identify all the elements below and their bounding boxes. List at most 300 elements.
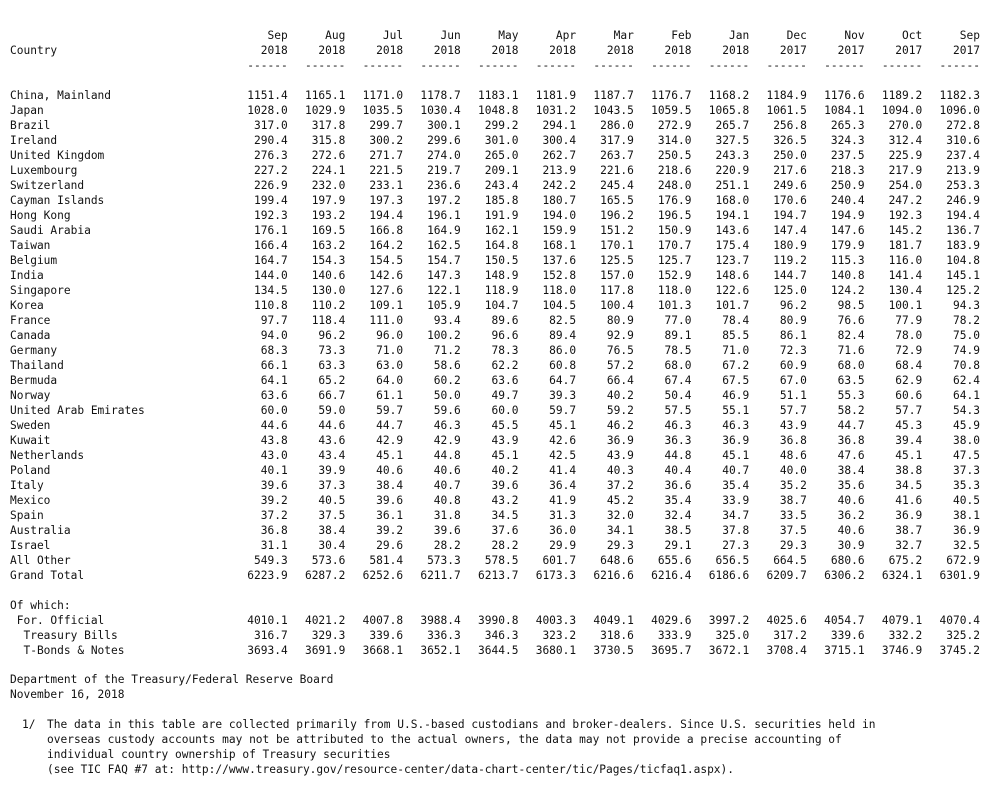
holding-value: 71.0 xyxy=(376,344,404,357)
holding-value: 37.5 xyxy=(779,524,807,537)
country-name: Norway xyxy=(10,389,51,402)
holding-value: 314.0 xyxy=(657,134,692,147)
holding-value: 3746.9 xyxy=(881,644,923,657)
holding-value: 253.3 xyxy=(946,179,980,192)
holding-value: 74.9 xyxy=(952,344,980,357)
holding-value: 250.0 xyxy=(773,149,807,162)
holding-value: 263.7 xyxy=(600,149,634,162)
header-year: 2018 xyxy=(549,44,577,57)
holding-value: 40.6 xyxy=(433,464,461,477)
holding-value: 242.2 xyxy=(542,179,577,192)
holding-value: 119.2 xyxy=(773,254,807,267)
holding-value: 1061.5 xyxy=(766,104,807,117)
holding-value: 286.0 xyxy=(600,119,634,132)
holding-value: 31.3 xyxy=(549,509,577,522)
table-row xyxy=(10,223,980,238)
holding-value: 67.2 xyxy=(722,359,750,372)
holding-value: 4029.6 xyxy=(651,614,692,627)
country-name: Kuwait xyxy=(10,434,51,447)
holding-value: 271.7 xyxy=(369,149,404,162)
holding-value: 144.0 xyxy=(254,269,288,282)
table-body xyxy=(10,73,980,658)
holding-value: 57.7 xyxy=(895,404,923,417)
holding-value: 64.7 xyxy=(549,374,577,387)
country-name: Belgium xyxy=(10,254,58,267)
holding-value: 45.2 xyxy=(606,494,634,507)
holding-value: 299.6 xyxy=(427,134,461,147)
country-name: Thailand xyxy=(10,359,64,372)
holding-value: 110.2 xyxy=(311,299,346,312)
holding-value: 82.5 xyxy=(549,314,577,327)
row-label: For. Official xyxy=(10,614,105,627)
holding-value: 57.7 xyxy=(779,404,807,417)
holding-value: 59.7 xyxy=(549,404,577,417)
holding-value: 154.7 xyxy=(427,254,461,267)
holding-value: 170.1 xyxy=(600,239,634,252)
country-name: Switzerland xyxy=(10,179,85,192)
holding-value: 3990.8 xyxy=(478,614,519,627)
holding-value: 38.4 xyxy=(837,464,865,477)
holding-value: 75.0 xyxy=(952,329,980,342)
holding-value: 151.2 xyxy=(600,224,634,237)
holding-value: 1189.2 xyxy=(881,89,923,102)
table-row xyxy=(10,358,980,373)
holding-value: 196.1 xyxy=(427,209,461,222)
holding-value: 35.2 xyxy=(779,479,807,492)
source-footer xyxy=(10,672,985,702)
holding-value: 194.0 xyxy=(542,209,577,222)
holding-value: 1030.4 xyxy=(420,104,461,117)
table-row xyxy=(10,433,980,448)
holding-value: 176.1 xyxy=(254,224,288,237)
table-row xyxy=(10,103,980,118)
holding-value: 4010.1 xyxy=(247,614,288,627)
holding-value: 37.6 xyxy=(491,524,519,537)
holding-value: 36.9 xyxy=(952,524,980,537)
holding-value: 672.9 xyxy=(946,554,980,567)
holding-value: 680.6 xyxy=(830,554,865,567)
row-label: Treasury Bills xyxy=(10,629,118,642)
holding-value: 4025.6 xyxy=(766,614,807,627)
holding-value: 209.1 xyxy=(484,164,519,177)
table-row xyxy=(10,88,980,103)
of-which-label: Of which: xyxy=(10,599,71,612)
holding-value: 44.8 xyxy=(664,449,692,462)
holding-value: 86.0 xyxy=(549,344,577,357)
holding-value: 675.2 xyxy=(888,554,923,567)
table-row xyxy=(10,388,980,403)
holding-value: 64.0 xyxy=(376,374,404,387)
country-name: Netherlands xyxy=(10,449,85,462)
holding-value: 245.4 xyxy=(600,179,634,192)
holding-value: 166.8 xyxy=(369,224,404,237)
holding-value: 1151.4 xyxy=(247,89,288,102)
holding-value: 137.6 xyxy=(542,254,577,267)
holding-value: 89.4 xyxy=(549,329,577,342)
release-date: November 16, 2018 xyxy=(10,688,125,701)
holding-value: 1065.8 xyxy=(708,104,750,117)
header-month: Nov xyxy=(844,29,865,42)
holding-value: 39.6 xyxy=(260,479,288,492)
holding-value: 3745.2 xyxy=(939,644,980,657)
footnote xyxy=(22,717,982,777)
header-year: 2017 xyxy=(779,44,807,57)
table-row xyxy=(10,373,980,388)
table-row xyxy=(10,643,980,658)
holding-value: 43.9 xyxy=(779,419,807,432)
holding-value: 27.3 xyxy=(722,539,750,552)
holding-value: 325.0 xyxy=(715,629,750,642)
holding-value: 36.4 xyxy=(549,479,577,492)
table-row xyxy=(10,403,980,418)
holding-value: 164.7 xyxy=(254,254,288,267)
header-year: 2018 xyxy=(491,44,519,57)
holding-value: 123.7 xyxy=(715,254,750,267)
holding-value: 6324.1 xyxy=(881,569,923,582)
holding-value: 148.6 xyxy=(715,269,750,282)
holding-value: 38.4 xyxy=(318,524,346,537)
holding-value: 43.9 xyxy=(606,449,634,462)
holding-value: 76.5 xyxy=(606,344,634,357)
holding-value: 265.7 xyxy=(715,119,750,132)
holding-value: 93.4 xyxy=(433,314,461,327)
holding-value: 145.1 xyxy=(946,269,980,282)
holding-value: 6306.2 xyxy=(824,569,865,582)
holding-value: 181.7 xyxy=(888,239,923,252)
holding-value: 4007.8 xyxy=(362,614,404,627)
table-row xyxy=(10,283,980,298)
holding-value: 104.8 xyxy=(946,254,980,267)
holding-value: 300.2 xyxy=(369,134,404,147)
country-name: Sweden xyxy=(10,419,51,432)
holding-value: 32.4 xyxy=(664,509,692,522)
holding-value: 1059.5 xyxy=(651,104,692,117)
table-row xyxy=(10,508,980,523)
holding-value: 1183.1 xyxy=(478,89,519,102)
holding-value: 77.0 xyxy=(664,314,692,327)
holding-value: 316.7 xyxy=(254,629,288,642)
table-row xyxy=(10,148,980,163)
header-month: Dec xyxy=(786,29,807,42)
holding-value: 40.0 xyxy=(779,464,807,477)
holding-value: 45.1 xyxy=(895,449,923,462)
holding-value: 196.5 xyxy=(657,209,692,222)
holding-value: 45.1 xyxy=(549,419,577,432)
holding-value: 59.7 xyxy=(376,404,404,417)
holding-value: 274.0 xyxy=(427,149,461,162)
holding-value: 250.5 xyxy=(657,149,692,162)
holding-value: 94.0 xyxy=(260,329,288,342)
country-name: Bermuda xyxy=(10,374,58,387)
holding-value: 37.5 xyxy=(318,509,346,522)
holding-value: 168.1 xyxy=(542,239,577,252)
footnote-line: overseas custody accounts may not be attributed to the actual owners, the data may not provide a precise accounting of xyxy=(47,733,842,746)
holding-value: 78.3 xyxy=(491,344,519,357)
holding-value: 29.6 xyxy=(376,539,404,552)
holding-value: 38.8 xyxy=(895,464,923,477)
holding-value: 66.1 xyxy=(260,359,288,372)
holding-value: 71.2 xyxy=(433,344,461,357)
holding-value: 217.9 xyxy=(888,164,923,177)
holding-value: 196.2 xyxy=(600,209,634,222)
country-name: Poland xyxy=(10,464,51,477)
table-row xyxy=(10,628,980,643)
holding-value: 50.4 xyxy=(664,389,692,402)
holding-value: 140.6 xyxy=(311,269,346,282)
holding-value: 36.1 xyxy=(376,509,404,522)
holding-value: 310.6 xyxy=(946,134,980,147)
header-rule: ------ xyxy=(420,59,461,72)
holding-value: 141.4 xyxy=(888,269,923,282)
holding-value: 573.3 xyxy=(427,554,461,567)
holding-value: 39.9 xyxy=(318,464,346,477)
holding-value: 3691.9 xyxy=(304,644,346,657)
country-name: Brazil xyxy=(10,119,51,132)
holding-value: 39.4 xyxy=(895,434,923,447)
holding-value: 47.6 xyxy=(837,449,865,462)
header-year: 2018 xyxy=(606,44,634,57)
holding-value: 43.6 xyxy=(318,434,346,447)
holding-value: 28.2 xyxy=(491,539,519,552)
holding-value: 117.8 xyxy=(600,284,634,297)
holding-value: 97.7 xyxy=(260,314,288,327)
holding-value: 86.1 xyxy=(779,329,807,342)
holding-value: 60.0 xyxy=(491,404,519,417)
holding-value: 34.5 xyxy=(491,509,519,522)
holding-value: 125.7 xyxy=(657,254,692,267)
footnote-line: individual country ownership of Treasury securities xyxy=(47,748,391,761)
holding-value: 33.9 xyxy=(722,494,750,507)
holding-value: 104.5 xyxy=(542,299,577,312)
holding-value: 170.6 xyxy=(773,194,807,207)
holding-value: 94.3 xyxy=(952,299,980,312)
header-month: Sep xyxy=(267,29,288,42)
holding-value: 3668.1 xyxy=(362,644,404,657)
country-name: Germany xyxy=(10,344,58,357)
table-row xyxy=(10,538,980,553)
holding-value: 3695.7 xyxy=(651,644,692,657)
holding-value: 32.0 xyxy=(606,509,634,522)
holding-value: 272.9 xyxy=(657,119,692,132)
holding-value: 150.5 xyxy=(484,254,519,267)
holding-value: 317.2 xyxy=(773,629,807,642)
holding-value: 147.6 xyxy=(830,224,865,237)
holding-value: 573.6 xyxy=(311,554,346,567)
holding-value: 40.8 xyxy=(433,494,461,507)
holding-value: 118.0 xyxy=(542,284,577,297)
holding-value: 265.3 xyxy=(830,119,865,132)
holding-value: 1043.5 xyxy=(593,104,634,117)
country-name: Mexico xyxy=(10,494,51,507)
holding-value: 45.5 xyxy=(491,419,519,432)
holding-value: 346.3 xyxy=(484,629,519,642)
holding-value: 197.9 xyxy=(311,194,346,207)
holding-value: 35.4 xyxy=(722,479,750,492)
holding-value: 40.3 xyxy=(606,464,634,477)
holding-value: 70.8 xyxy=(952,359,980,372)
table-row xyxy=(10,478,980,493)
holding-value: 34.1 xyxy=(606,524,634,537)
country-name: Korea xyxy=(10,299,44,312)
holding-value: 67.5 xyxy=(722,374,750,387)
holding-value: 299.7 xyxy=(369,119,404,132)
holding-value: 130.0 xyxy=(311,284,346,297)
header-month: Feb xyxy=(671,29,692,42)
holding-value: 125.0 xyxy=(773,284,807,297)
holding-value: 1168.2 xyxy=(708,89,750,102)
header-month: Jul xyxy=(382,29,404,42)
holding-value: 192.3 xyxy=(254,209,288,222)
holding-value: 193.2 xyxy=(311,209,346,222)
holding-value: 147.3 xyxy=(427,269,461,282)
holding-value: 68.3 xyxy=(260,344,288,357)
holding-value: 36.8 xyxy=(779,434,807,447)
holding-value: 323.2 xyxy=(542,629,577,642)
holding-value: 656.5 xyxy=(715,554,750,567)
holding-value: 36.3 xyxy=(664,434,692,447)
holding-value: 170.7 xyxy=(657,239,692,252)
table-row xyxy=(10,418,980,433)
holding-value: 62.9 xyxy=(895,374,923,387)
holding-value: 32.5 xyxy=(952,539,980,552)
header-month: May xyxy=(498,29,519,42)
country-name: Ireland xyxy=(10,134,58,147)
table-row xyxy=(10,118,980,133)
holding-value: 116.0 xyxy=(888,254,923,267)
holding-value: 46.2 xyxy=(606,419,634,432)
holding-value: 332.2 xyxy=(888,629,923,642)
header-month: Jun xyxy=(440,29,461,42)
header-rule: ------ xyxy=(535,59,577,72)
header-rule: ------ xyxy=(708,59,750,72)
holding-value: 41.6 xyxy=(895,494,923,507)
holding-value: 185.8 xyxy=(484,194,519,207)
header-rule: ------ xyxy=(362,59,404,72)
holding-value: 58.2 xyxy=(837,404,865,417)
header-year: 2018 xyxy=(260,44,288,57)
spacer-row xyxy=(10,583,980,598)
holding-value: 315.8 xyxy=(311,134,346,147)
holding-value: 276.3 xyxy=(254,149,288,162)
table-row xyxy=(10,553,980,568)
holding-value: 213.9 xyxy=(542,164,577,177)
holding-value: 78.2 xyxy=(952,314,980,327)
holding-value: 1184.9 xyxy=(766,89,807,102)
holding-value: 655.6 xyxy=(657,554,692,567)
table-row xyxy=(10,178,980,193)
holding-value: 227.2 xyxy=(254,164,288,177)
table-header xyxy=(10,28,980,73)
holding-value: 38.1 xyxy=(952,509,980,522)
holding-value: 236.6 xyxy=(427,179,461,192)
header-year: 2018 xyxy=(318,44,346,57)
holding-value: 143.6 xyxy=(715,224,750,237)
holding-value: 41.4 xyxy=(549,464,577,477)
holding-value: 59.2 xyxy=(606,404,634,417)
holding-value: 4021.2 xyxy=(304,614,346,627)
holding-value: 249.6 xyxy=(773,179,807,192)
holding-value: 1094.0 xyxy=(881,104,923,117)
holding-value: 37.3 xyxy=(318,479,346,492)
table-row xyxy=(10,253,980,268)
holding-value: 44.6 xyxy=(260,419,288,432)
holding-value: 38.4 xyxy=(376,479,404,492)
holding-value: 194.4 xyxy=(946,209,980,222)
header-year: 2017 xyxy=(895,44,923,57)
holding-value: 45.1 xyxy=(722,449,750,462)
holding-value: 6211.7 xyxy=(420,569,461,582)
footnote-line: (see TIC FAQ #7 at: http://www.treasury.gov/resource-center/data-chart-center/tic/Pages/ticfaq1.aspx). xyxy=(47,763,735,776)
country-name: Hong Kong xyxy=(10,209,71,222)
holding-value: 66.7 xyxy=(318,389,346,402)
holding-value: 183.9 xyxy=(946,239,980,252)
holding-value: 78.0 xyxy=(895,329,923,342)
holding-value: 46.3 xyxy=(433,419,461,432)
holding-value: 60.2 xyxy=(433,374,461,387)
holding-value: 1029.9 xyxy=(304,104,346,117)
holding-value: 60.0 xyxy=(260,404,288,417)
holding-value: 45.9 xyxy=(952,419,980,432)
holding-value: 179.9 xyxy=(830,239,865,252)
holding-value: 1182.3 xyxy=(939,89,980,102)
header-year: 2018 xyxy=(433,44,461,57)
table-row xyxy=(10,313,980,328)
holding-value: 312.4 xyxy=(888,134,923,147)
table-row xyxy=(10,298,980,313)
holding-value: 46.9 xyxy=(722,389,750,402)
header-month: Jan xyxy=(728,29,750,42)
holding-value: 4079.1 xyxy=(881,614,923,627)
holding-value: 142.6 xyxy=(369,269,404,282)
holding-value: 63.3 xyxy=(318,359,346,372)
holding-value: 36.0 xyxy=(549,524,577,537)
country-name: Singapore xyxy=(10,284,71,297)
holding-value: 6213.7 xyxy=(478,569,519,582)
holding-value: 232.0 xyxy=(311,179,346,192)
holding-value: 43.0 xyxy=(260,449,288,462)
holding-value: 1176.6 xyxy=(824,89,865,102)
holding-value: 55.3 xyxy=(837,389,865,402)
holding-value: 1165.1 xyxy=(304,89,346,102)
holding-value: 3715.1 xyxy=(824,644,865,657)
holding-value: 42.9 xyxy=(433,434,461,447)
holding-value: 36.2 xyxy=(837,509,865,522)
holding-value: 36.6 xyxy=(664,479,692,492)
holding-value: 40.6 xyxy=(837,494,865,507)
holding-value: 317.9 xyxy=(600,134,634,147)
holding-value: 36.9 xyxy=(895,509,923,522)
table-row xyxy=(10,238,980,253)
holding-value: 1028.0 xyxy=(247,104,288,117)
header-month: Apr xyxy=(555,29,577,42)
holding-value: 3693.4 xyxy=(247,644,288,657)
holding-value: 40.2 xyxy=(491,464,519,477)
holding-value: 166.4 xyxy=(254,239,288,252)
holding-value: 6301.9 xyxy=(939,569,980,582)
holding-value: 218.6 xyxy=(657,164,692,177)
spacer-row xyxy=(10,73,980,88)
table-row xyxy=(10,463,980,478)
holding-value: 39.2 xyxy=(376,524,404,537)
holding-value: 72.3 xyxy=(779,344,807,357)
holding-value: 136.7 xyxy=(946,224,980,237)
holding-value: 336.3 xyxy=(427,629,461,642)
header-month: Aug xyxy=(325,29,346,42)
holding-value: 1031.2 xyxy=(535,104,577,117)
holding-value: 256.8 xyxy=(773,119,807,132)
holding-value: 85.5 xyxy=(722,329,750,342)
holding-value: 329.3 xyxy=(311,629,346,642)
